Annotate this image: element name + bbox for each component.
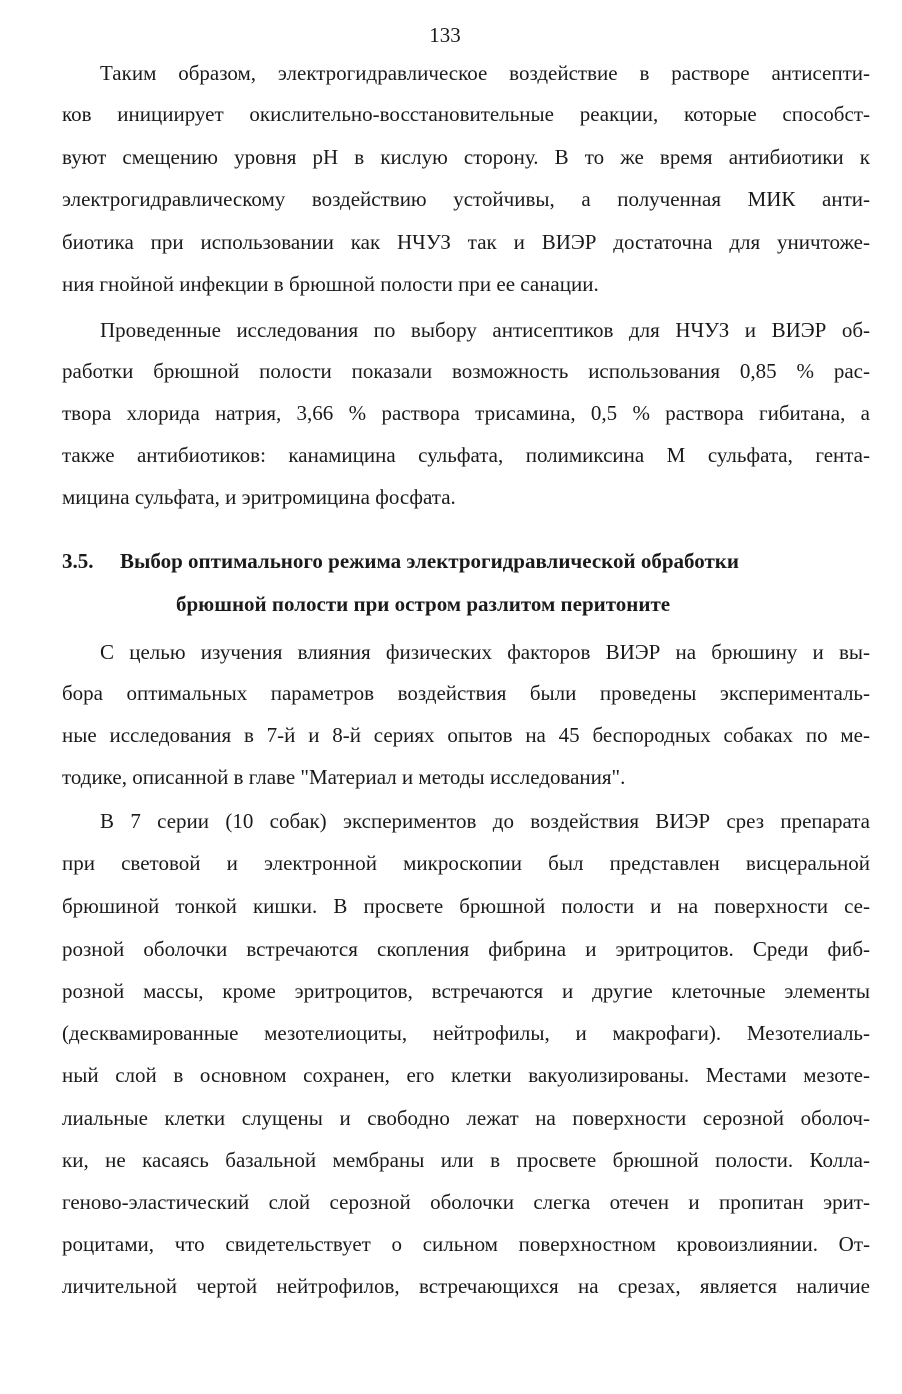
paragraph-4-line-4: розной оболочки встречаются скопления фибрина и эритроцитов. Среди фиб- bbox=[62, 937, 870, 961]
paragraph-1-line-5: биотика при использовании как НЧУЗ так и ВИЭР достаточна для уничтоже- bbox=[62, 230, 870, 254]
paragraph-4-line-7: ный слой в основном сохранен, его клетки вакуолизированы. Местами мезоте- bbox=[62, 1063, 870, 1087]
paragraph-2-line-1: Проведенные исследования по выбору антисептиков для НЧУЗ и ВИЭР об- bbox=[100, 318, 870, 342]
paragraph-1-line-3: вуют смещению уровня рН в кислую сторону. В то же время антибиотики к bbox=[62, 145, 870, 169]
paragraph-4-line-9: ки, не касаясь базальной мембраны или в просвете брюшной полости. Колла- bbox=[62, 1148, 870, 1172]
section-number: 3.5. bbox=[62, 549, 94, 573]
paragraph-1-line-2: ков инициирует окислительно-восстановительные реакции, которые способст- bbox=[62, 102, 870, 126]
paragraph-2-line-2: работки брюшной полости показали возможность использования 0,85 % рас- bbox=[62, 359, 870, 383]
page-number: 133 bbox=[429, 23, 461, 47]
paragraph-3-line-4: тодике, описанной в главе "Материал и методы исследования". bbox=[62, 765, 626, 789]
paragraph-4-line-1: В 7 серии (10 собак) экспериментов до воздействия ВИЭР срез препарата bbox=[100, 809, 870, 833]
paragraph-2-line-3: твора хлорида натрия, 3,66 % раствора трисамина, 0,5 % раствора гибитана, а bbox=[62, 401, 870, 425]
paragraph-4-line-11: роцитами, что свидетельствует о сильном поверхностном кровоизлиянии. От- bbox=[62, 1232, 870, 1256]
paragraph-4-line-6: (десквамированные мезотелиоциты, нейтрофилы, и макрофаги). Мезотелиаль- bbox=[62, 1021, 870, 1045]
paragraph-1-line-6: ния гнойной инфекции в брюшной полости при ее санации. bbox=[62, 272, 599, 296]
paragraph-2-line-4: также антибиотиков: канамицина сульфата, полимиксина М сульфата, гента- bbox=[62, 443, 870, 467]
paragraph-3-line-2: бора оптимальных параметров воздействия были проведены эксперименталь- bbox=[62, 681, 870, 705]
paragraph-1-line-4: электрогидравлическому воздействию устойчивы, а полученная МИК анти- bbox=[62, 187, 870, 211]
paragraph-4-line-5: розной массы, кроме эритроцитов, встречаются и другие клеточные элементы bbox=[62, 979, 870, 1003]
paragraph-3-line-1: С целью изучения влияния физических факторов ВИЭР на брюшину и вы- bbox=[100, 640, 870, 664]
paragraph-3-line-3: ные исследования в 7-й и 8-й сериях опытов на 45 беспородных собаках по ме- bbox=[62, 723, 870, 747]
section-title-line-2: брюшной полости при остром разлитом перитоните bbox=[176, 592, 671, 616]
paragraph-2-line-5: мицина сульфата, и эритромицина фосфата. bbox=[62, 485, 456, 509]
paragraph-1-line-1: Таким образом, электрогидравлическое воздействие в растворе антисепти- bbox=[100, 61, 870, 85]
paragraph-4-line-12: личительной чертой нейтрофилов, встречающихся на срезах, является наличие bbox=[62, 1274, 870, 1298]
paragraph-4-line-8: лиальные клетки слущены и свободно лежат на поверхности серозной оболоч- bbox=[62, 1106, 870, 1130]
paragraph-4-line-2: при световой и электронной микроскопии был представлен висцеральной bbox=[62, 851, 870, 875]
paragraph-4-line-10: геново-эластический слой серозной оболочки слегка отечен и пропитан эрит- bbox=[62, 1190, 870, 1214]
section-title-line-1: Выбор оптимального режима электрогидравлической обработки bbox=[120, 549, 739, 573]
paragraph-4-line-3: брюшиной тонкой кишки. В просвете брюшной полости и на поверхности се- bbox=[62, 894, 870, 918]
